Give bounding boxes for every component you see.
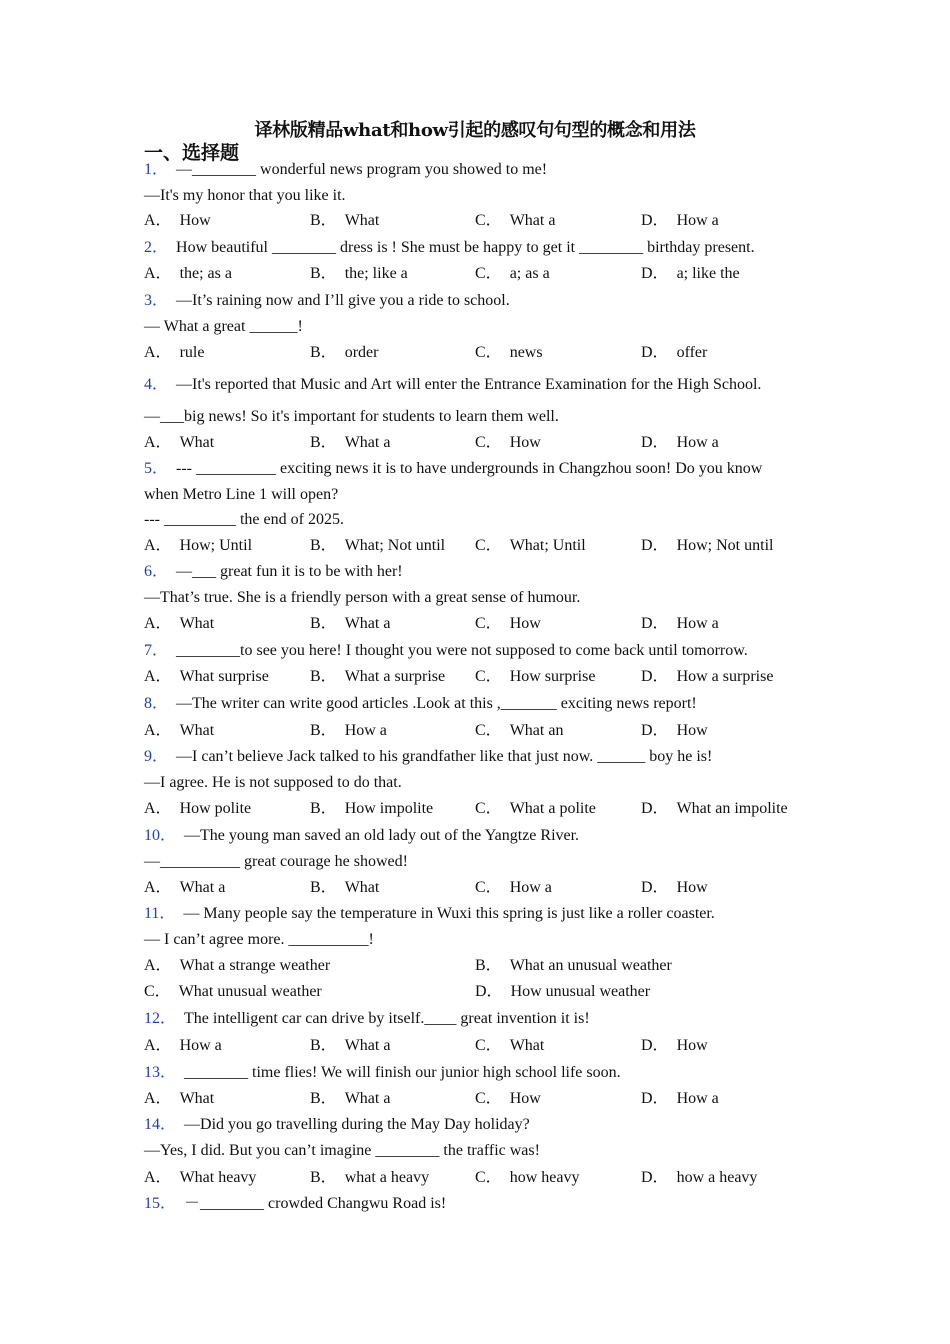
question-text: —I agree. He is not supposed to do that.	[144, 774, 402, 791]
answer-option	[144, 721, 214, 741]
question-text: —___big news! So it's important for students to learn them well.	[144, 408, 559, 425]
option-text: What an impolite	[676, 800, 788, 817]
option-text: How surprise	[509, 668, 596, 685]
option-letter: A．	[144, 800, 172, 817]
option-letter: A．	[144, 668, 172, 685]
option-letter: A．	[144, 265, 172, 282]
option-text: How impolite	[344, 800, 434, 817]
question-stem	[144, 1194, 446, 1214]
answer-option	[310, 433, 390, 453]
question-text: when Metro Line 1 will open?	[144, 486, 339, 503]
question-stem	[144, 904, 715, 924]
option-text: How a	[676, 434, 719, 451]
question-number: 14．	[144, 1116, 177, 1133]
option-letter: B．	[310, 800, 337, 817]
option-letter: D．	[641, 265, 669, 282]
option-letter: B．	[310, 615, 337, 632]
question-text: —It’s raining now and I’ll give you a ride to school.	[176, 292, 510, 309]
option-text: the; as a	[179, 265, 232, 282]
option-letter: D．	[641, 800, 669, 817]
option-text: How unusual weather	[510, 983, 651, 1000]
option-letter: C．	[475, 879, 502, 896]
question-stem	[144, 641, 748, 661]
option-text: news	[509, 344, 543, 361]
option-letter: B．	[310, 1169, 337, 1186]
question-stem	[144, 694, 697, 714]
option-letter: A．	[144, 722, 172, 739]
option-letter: C．	[475, 1037, 502, 1054]
option-letter: A．	[144, 615, 172, 632]
option-text: What a	[179, 879, 226, 896]
option-text: How a	[179, 1037, 222, 1054]
answer-option	[475, 1168, 579, 1188]
option-letter: B．	[310, 1090, 337, 1107]
option-letter: D．	[641, 212, 669, 229]
answer-option	[641, 721, 708, 741]
option-letter: A．	[144, 1169, 172, 1186]
option-text: What an unusual weather	[509, 957, 672, 974]
question-text: — I can’t agree more. __________!	[144, 931, 374, 948]
question-text: ________to see you here! I thought you were not supposed to come back until tomorrow.	[176, 642, 748, 659]
question-number: 11．	[144, 905, 176, 922]
option-letter: D．	[641, 434, 669, 451]
option-letter: C．	[475, 344, 502, 361]
answer-option	[475, 1036, 544, 1056]
answer-option	[475, 667, 595, 687]
option-text: What	[179, 722, 215, 739]
option-text: a; like the	[676, 265, 740, 282]
option-letter: A．	[144, 434, 172, 451]
question-stem	[144, 459, 762, 479]
option-text: What	[344, 212, 380, 229]
answer-option	[641, 1089, 719, 1109]
option-letter: D．	[641, 537, 669, 554]
answer-option	[310, 211, 379, 231]
answer-option	[475, 614, 541, 634]
question-number: 15．	[144, 1195, 177, 1212]
question-number: 2．	[144, 239, 169, 256]
option-text: What surprise	[179, 668, 269, 685]
question-number: 10．	[144, 827, 177, 844]
option-text: how a heavy	[676, 1169, 758, 1186]
question-line	[144, 510, 344, 530]
question-line	[144, 317, 303, 337]
option-letter: A．	[144, 537, 172, 554]
option-text: How a surprise	[676, 668, 774, 685]
answer-option	[641, 264, 740, 284]
option-text: How; Not until	[676, 537, 774, 554]
option-text: What	[179, 434, 215, 451]
option-letter: D．	[641, 615, 669, 632]
question-line	[144, 852, 408, 872]
answer-option	[144, 1036, 222, 1056]
option-text: the; like a	[344, 265, 408, 282]
option-text: How polite	[179, 800, 252, 817]
option-text: What a	[344, 1090, 391, 1107]
question-number: 7．	[144, 642, 169, 659]
question-text: —__________ great courage he showed!	[144, 853, 408, 870]
answer-option	[475, 211, 555, 231]
option-text: What a polite	[509, 800, 596, 817]
question-text: ________ time flies! We will finish our junior high school life soon.	[184, 1064, 621, 1081]
option-letter: C．	[475, 615, 502, 632]
answer-option	[475, 878, 552, 898]
option-letter: B．	[310, 1037, 337, 1054]
option-letter: B．	[310, 344, 337, 361]
answer-option	[144, 878, 225, 898]
option-letter: B．	[310, 265, 337, 282]
question-number: 6．	[144, 563, 169, 580]
answer-option	[310, 343, 378, 363]
answer-option	[475, 1089, 541, 1109]
question-stem	[144, 1115, 530, 1135]
option-letter: C．	[475, 800, 502, 817]
answer-option	[310, 721, 387, 741]
answer-option	[310, 1168, 429, 1188]
answer-option	[310, 264, 408, 284]
option-text: offer	[676, 344, 708, 361]
answer-option	[641, 614, 719, 634]
question-text: How beautiful ________ dress is ! She must be happy to get it ________ birthday present.	[176, 239, 755, 256]
answer-option	[641, 1036, 708, 1056]
option-letter: D．	[641, 1090, 669, 1107]
option-text: How a	[676, 615, 719, 632]
option-text: What; Not until	[344, 537, 446, 554]
question-text: --- __________ exciting news it is to have undergrounds in Changzhou soon! Do you know	[176, 460, 763, 477]
option-text: What	[344, 879, 380, 896]
answer-option	[144, 1168, 256, 1188]
answer-option	[144, 1089, 214, 1109]
option-letter: C．	[475, 1169, 502, 1186]
question-text: —Did you go travelling during the May Day holiday?	[184, 1116, 530, 1133]
question-text: --- _________ the end of 2025.	[144, 511, 344, 528]
option-letter: C．	[475, 722, 502, 739]
option-letter: C．	[475, 212, 502, 229]
option-text: how heavy	[509, 1169, 580, 1186]
question-text: —I can’t believe Jack talked to his grandfather like that just now. ______ boy he is!	[176, 748, 713, 765]
answer-option	[641, 343, 707, 363]
answer-option	[144, 667, 269, 687]
answer-option	[641, 799, 788, 819]
option-letter: D．	[475, 983, 503, 1000]
option-text: How	[676, 722, 708, 739]
answer-option	[144, 982, 322, 1002]
question-text: —It's reported that Music and Art will enter the Entrance Examination for the High School.	[176, 376, 762, 393]
question-text: —________ wonderful news program you showed to me!	[176, 161, 548, 178]
option-letter: A．	[144, 879, 172, 896]
option-letter: D．	[641, 668, 669, 685]
question-number: 13．	[144, 1064, 177, 1081]
option-letter: A．	[144, 1037, 172, 1054]
question-stem	[144, 1009, 590, 1029]
question-stem	[144, 826, 579, 846]
answer-option	[310, 799, 433, 819]
question-number: 9．	[144, 748, 169, 765]
option-letter: A．	[144, 1090, 172, 1107]
option-text: What	[179, 1090, 215, 1107]
question-line	[144, 407, 559, 427]
answer-option	[144, 956, 330, 976]
answer-option	[310, 667, 445, 687]
option-letter: B．	[310, 879, 337, 896]
question-number: 12．	[144, 1010, 177, 1027]
question-line	[144, 485, 338, 505]
question-text: —That’s true. She is a friendly person with a great sense of humour.	[144, 589, 581, 606]
option-text: What an	[509, 722, 564, 739]
question-stem	[144, 238, 755, 258]
answer-option	[641, 211, 719, 231]
question-line	[144, 773, 402, 793]
answer-option	[475, 536, 586, 556]
option-letter: C．	[475, 1090, 502, 1107]
option-text: What a surprise	[344, 668, 446, 685]
option-text: How	[676, 1037, 708, 1054]
answer-option	[475, 982, 650, 1002]
option-letter: C．	[475, 265, 502, 282]
option-letter: B．	[310, 722, 337, 739]
option-text: What a	[509, 212, 556, 229]
option-letter: D．	[641, 879, 669, 896]
option-letter: A．	[144, 212, 172, 229]
option-text: what a heavy	[344, 1169, 430, 1186]
option-text: How a	[676, 1090, 719, 1107]
question-text: —___ great fun it is to be with her!	[176, 563, 403, 580]
question-stem	[144, 160, 547, 180]
answer-option	[641, 878, 708, 898]
option-letter: A．	[144, 344, 172, 361]
option-letter: D．	[641, 344, 669, 361]
answer-option	[144, 536, 252, 556]
question-text: — What a great ______!	[144, 318, 303, 335]
option-letter: B．	[310, 212, 337, 229]
answer-option	[475, 956, 672, 976]
option-text: What unusual weather	[178, 983, 322, 1000]
question-text: —The writer can write good articles .Look at this ,_______ exciting news report!	[176, 695, 697, 712]
option-letter: D．	[641, 1169, 669, 1186]
option-text: order	[344, 344, 379, 361]
option-text: How	[509, 615, 541, 632]
question-number: 1．	[144, 161, 169, 178]
option-text: What a strange weather	[179, 957, 331, 974]
answer-option	[641, 1168, 757, 1188]
question-text: — Many people say the temperature in Wuxi this spring is just like a roller coaster.	[183, 905, 715, 922]
answer-option	[144, 799, 251, 819]
option-text: How	[179, 212, 211, 229]
answer-option	[475, 343, 543, 363]
question-text: —The young man saved an old lady out of the Yangtze River.	[184, 827, 580, 844]
option-letter: C．	[475, 434, 502, 451]
question-line	[144, 588, 580, 608]
answer-option	[310, 536, 445, 556]
answer-option	[641, 536, 773, 556]
section-heading: 一、选择题	[144, 142, 240, 164]
answer-option	[144, 343, 204, 363]
question-number: 4．	[144, 376, 169, 393]
option-letter: B．	[310, 537, 337, 554]
question-stem	[144, 562, 403, 582]
question-stem	[144, 747, 712, 767]
answer-option	[144, 433, 214, 453]
option-letter: B．	[310, 434, 337, 451]
answer-option	[144, 614, 214, 634]
answer-option	[475, 264, 550, 284]
option-text: What a	[344, 615, 391, 632]
question-number: 8．	[144, 695, 169, 712]
question-line	[144, 186, 346, 206]
question-stem	[144, 375, 761, 395]
option-text: How a	[676, 212, 719, 229]
answer-option	[475, 721, 563, 741]
question-text: The intelligent car can drive by itself.____ great invention it is!	[184, 1010, 590, 1027]
option-letter: B．	[475, 957, 502, 974]
option-letter: D．	[641, 1037, 669, 1054]
answer-option	[641, 433, 719, 453]
option-text: How a	[509, 879, 552, 896]
answer-option	[310, 1089, 390, 1109]
option-letter: C．	[475, 537, 502, 554]
question-number: 5．	[144, 460, 169, 477]
question-text: —It's my honor that you like it.	[144, 187, 346, 204]
option-text: What a	[344, 434, 391, 451]
answer-option	[475, 433, 541, 453]
option-text: What; Until	[509, 537, 586, 554]
option-text: How	[676, 879, 708, 896]
option-text: How a	[344, 722, 387, 739]
answer-option	[144, 211, 211, 231]
answer-option	[144, 264, 232, 284]
answer-option	[310, 878, 379, 898]
answer-option	[310, 1036, 390, 1056]
option-letter: C．	[475, 668, 502, 685]
option-letter: A．	[144, 957, 172, 974]
option-text: What	[179, 615, 215, 632]
option-text: How; Until	[179, 537, 253, 554]
question-text: —Yes, I did. But you can’t imagine ________ the traffic was!	[144, 1142, 540, 1159]
option-text: What	[509, 1037, 545, 1054]
question-line	[144, 1141, 540, 1161]
question-number: 3．	[144, 292, 169, 309]
document-title: 译林版精品what和how引起的感叹句句型的概念和用法	[254, 120, 696, 141]
option-text: What a	[344, 1037, 391, 1054]
question-line	[144, 930, 374, 950]
option-letter: B．	[310, 668, 337, 685]
option-text: How	[509, 1090, 541, 1107]
option-letter: D．	[641, 722, 669, 739]
option-text: What heavy	[179, 1169, 257, 1186]
option-letter: C．	[144, 983, 171, 1000]
question-text: －________ crowded Changwu Road is!	[184, 1195, 447, 1212]
answer-option	[475, 799, 596, 819]
option-text: How	[509, 434, 541, 451]
answer-option	[310, 614, 390, 634]
question-stem	[144, 1063, 621, 1083]
option-text: a; as a	[509, 265, 550, 282]
question-stem	[144, 291, 510, 311]
answer-option	[641, 667, 773, 687]
option-text: rule	[179, 344, 205, 361]
